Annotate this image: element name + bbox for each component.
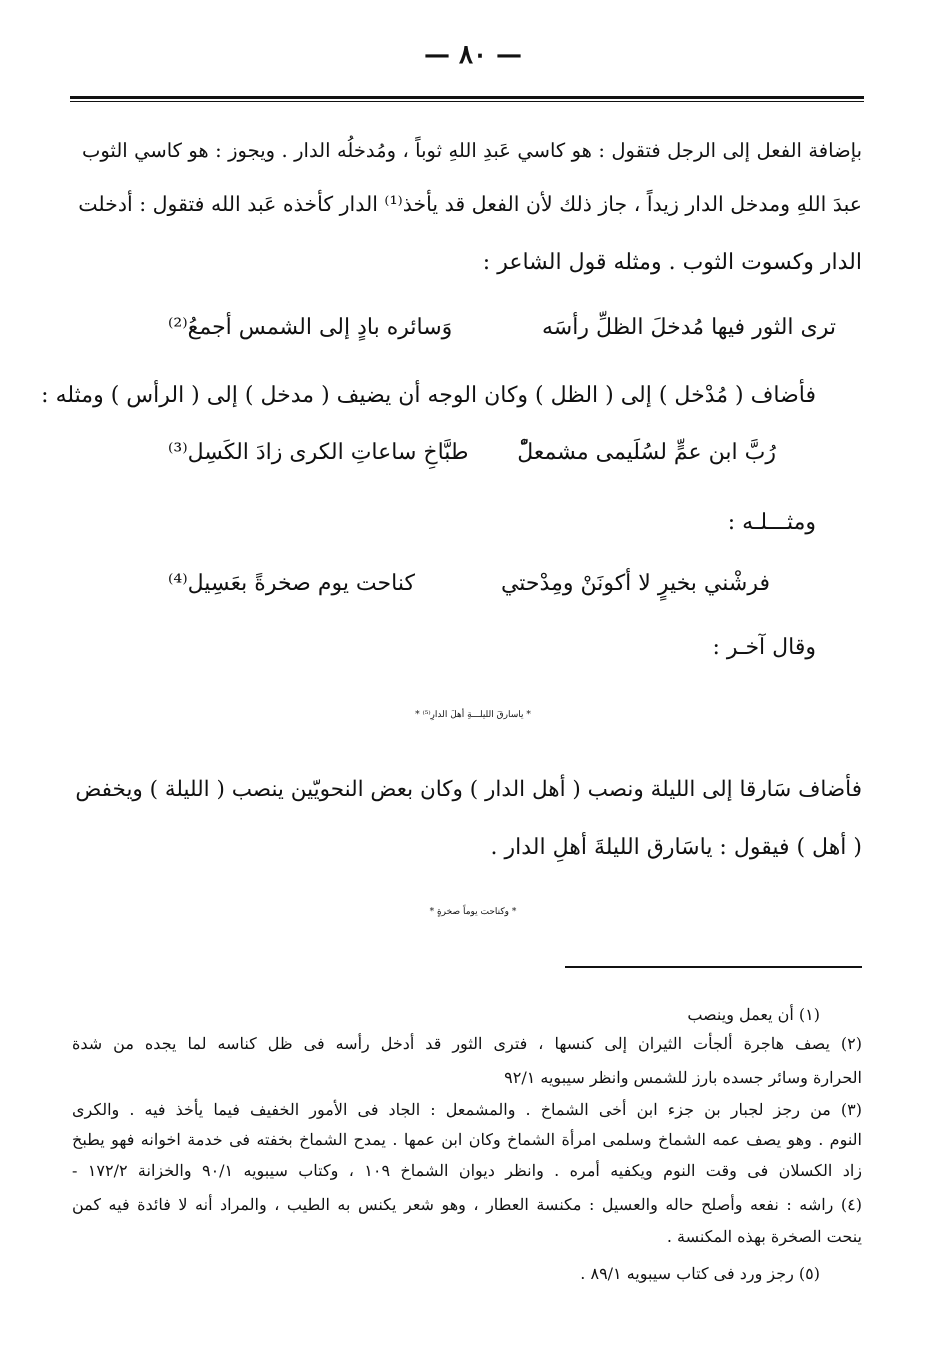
verse-1-right-hemistich: ترى الثور فيها مُدخلَ الظلِّ رأسَه [542,315,836,340]
footnote-rule [565,966,862,968]
verse-3-left-hemistich: كناحت يوم صخرةً بعَسِيل⁽⁴⁾ [168,571,415,596]
verse-2-right-hemistich: رُبَّ ابن عمٍّ لسُلَيمى مشمعلّْ [517,440,776,465]
body-line-2: عبدَ اللهِ ومدخل الدار زيداً ، جاز ذلك لأن الفعل قد يأخذ⁽¹⁾ الدار كأخذه عَبد الله فتقول : أدخلت [78,192,862,216]
verse-5: * وكناحت يوماً صخرةٍ * [429,907,517,917]
footnote-5: (٥) رجز ورد فى كتاب سيبويه ٨٩/١ . [580,1264,820,1283]
verse-3-right-hemistich: فرشْني بخيرٍ لا أكونَنْ ومِدْحتي [500,571,770,596]
page-number: — ٨٠ — [423,40,523,70]
body-line-3: الدار وكسوت الثوب . ومثله قول الشاعر : [482,250,862,275]
body-qala-akhar: وقال آخـر : [712,635,816,660]
body-mithluhu: ومثـــلـه : [727,510,816,535]
body-line-1: بإضافة الفعل إلى الرجل فتقول : هو كاسي عَبدِ اللهِ ثوباً ، ومُدخلُه الدار . ويجوز : هو كاسي الثوب [82,139,862,162]
footnote-3-line-3: زاد الكسلان فى وقت النوم ويكفيه أمره . وانظر ديوان الشماخ ١٠٩ ، وكتاب سيبويه ٩٠/١ والخزانة ١٧٢/٢ - [72,1161,862,1180]
footnote-1: (١) أن يعمل وينصب [687,1005,820,1024]
footnote-2-line-1: (٢) يصف هاجرة ألجأت الثيران إلى كنسها ، فترى الثور قد أدخل رأسه فى ظل كناسه لما يجده من شدة [72,1034,862,1053]
footnote-4-line-2: ينحت الصخرة بهذه المكنسة . [666,1227,862,1246]
body-line-4: فأضاف ( مُدْخل ) إلى ( الظل ) وكان الوجه أن يضيف ( مدخل ) إلى ( الرأس ) ومثله : [41,383,816,408]
footnote-4-line-1: (٤) راشه : نفعه وأصلح حاله والعسيل : مكنسة العطار ، وهو شعر يكنس به الطيب ، والمراد أنه لا فائدة فيه كمن [72,1195,862,1214]
header-rule [70,96,864,99]
body-line-5: فأضاف سَارقا إلى الليلة ونصب ( أهل الدار ) وكان بعض النحويّين ينصب ( الليلة ) ويخفض [75,777,862,802]
verse-2-left-hemistich: طبَّاخِ ساعاتِ الكرى زادَ الكَسِل⁽³⁾ [168,440,469,465]
footnote-2-line-2: الحرارة وسائر جسده بارز للشمس وانظر سيبويه ٩٢/١ [504,1068,862,1087]
verse-1-left-hemistich: وَسائره بادٍ إلى الشمس أجمعُ⁽²⁾ [168,315,453,340]
body-line-6: ( أهل ) فيقول : ياسَارق الليلةَ أهلِ الدار . [490,835,862,860]
footnote-3-line-2: النوم . وهو يصف عمه الشماخ وسلمى امرأة الشماخ وكان ابن عمها . يمدح الشماخ بخفته فى خدمة اخوانه فهو يطبخ [72,1130,862,1149]
header-rule-thin [70,101,864,102]
footnote-3-line-1: (٣) من رجز لجبار بن جزء ابن أخى الشماخ . والمشمعل : الجاد فى الأمور الخفيف فيما يأخذ فيه . والكرى [72,1100,862,1119]
verse-4: * ياسارقَ الليلـــةِ أهلَ الدارِ⁽⁵⁾ * [415,710,531,720]
